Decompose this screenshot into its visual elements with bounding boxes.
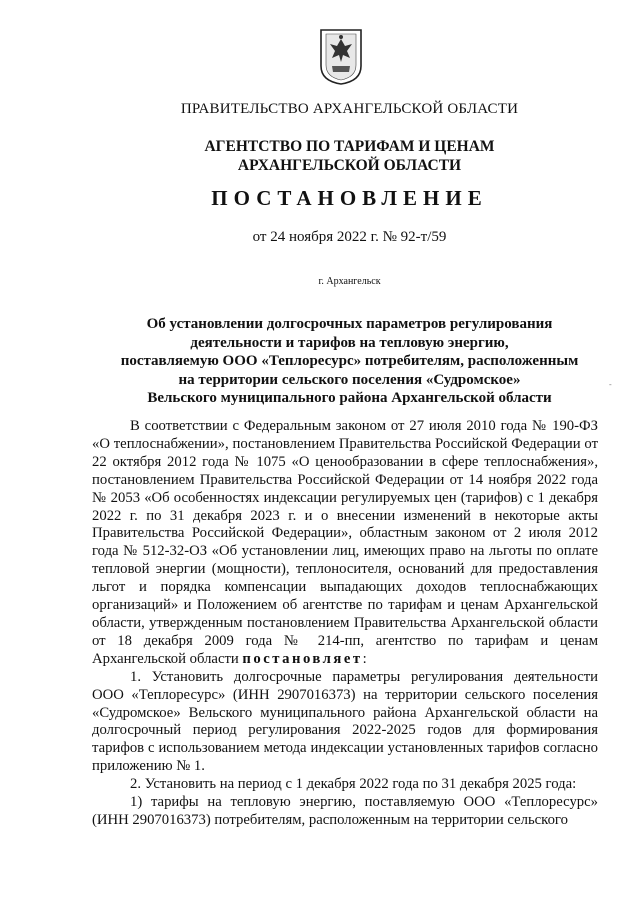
document-city: г. Архангельск <box>318 276 381 287</box>
document-date-number: от 24 ноября 2022 г. № 92-т/59 <box>252 229 447 245</box>
government-name: ПРАВИТЕЛЬСТВО АРХАНГЕЛЬСКОЙ ОБЛАСТИ <box>180 101 519 117</box>
resolves-word: постановляет <box>242 650 363 667</box>
clause-1: 1. Установить долгосрочные параметры регулирования деятельности ООО «Теплоресурс» (ИНН 2907016373) на территории сельского поселения «Судромское» Вельского муниципального района Архангельской области на долгосрочный период регулирования 2022-2025 годов для формирования тарифов с использованием метода индексации установленных тарифов согласно приложению № 1. <box>92 668 598 775</box>
agency-name-line: АГЕНТСТВО ПО ТАРИФАМ И ЦЕНАМ <box>204 138 495 155</box>
title-line: на территории сельского поселения «Судромское» <box>178 371 521 388</box>
document-type: ПОСТАНОВЛЕНИЕ <box>211 186 488 210</box>
clause-2-1: 1) тарифы на тепловую энергию, поставляемую ООО «Теплоресурс» (ИНН 2907016373) потребителям, расположенным на территории сельского <box>92 794 598 828</box>
document-title <box>92 315 607 408</box>
title-line: Об установлении долгосрочных параметров регулирования <box>146 316 553 332</box>
title-line: деятельности и тарифов на тепловую энергию, <box>190 334 509 351</box>
margin-mark: - <box>609 380 612 389</box>
preamble-paragraph <box>92 418 598 669</box>
resolves-colon: : <box>362 650 367 667</box>
coat-of-arms-emblem <box>316 26 366 86</box>
document-body <box>92 418 598 830</box>
preamble-text: В соответствии с Федеральным законом от 27 июля 2010 года № 190-ФЗ «О теплоснабжении», постановлением Правительства Российской Федерации от 22 октября 2012 года № 1075 «О ценообразовании в сфере теплоснабжения», постановлением Правительства Российской Федерации от 14 ноября 2022 года № 2053 «Об особенностях индексации регулируемых цен (тарифов) с 1 декабря 2022 г. по 31 декабря 2023 г. и о внесении изменений в некоторые акты Правительства Российской Федерации», областным законом от 2 июля 2012 года № 512-32-ОЗ «Об установлении лиц, имеющих право на льготы по оплате тепловой энергии (мощности), теплоносителя, оснований для предоставления льгот и порядка компенсации выпадающих доходов теплоснабжающих организаций» и Положением об агентстве по тарифам и ценам Архангельской области, утвержденным постановлением Правительства Архангельской области от 18 декабря 2009 года № 214-пп, агентство по тарифам и ценам Архангельской области <box>92 418 598 667</box>
title-line: поставляемую ООО «Теплоресурс» потребителям, расположенным <box>120 353 579 369</box>
title-line: Вельского муниципального района Архангельской области <box>147 390 552 406</box>
agency-name-line: АРХАНГЕЛЬСКОЙ ОБЛАСТИ <box>237 157 462 174</box>
clause-2: 2. Установить на период с 1 декабря 2022 года по 31 декабря 2025 года: <box>130 776 577 793</box>
agency-name <box>92 137 607 175</box>
